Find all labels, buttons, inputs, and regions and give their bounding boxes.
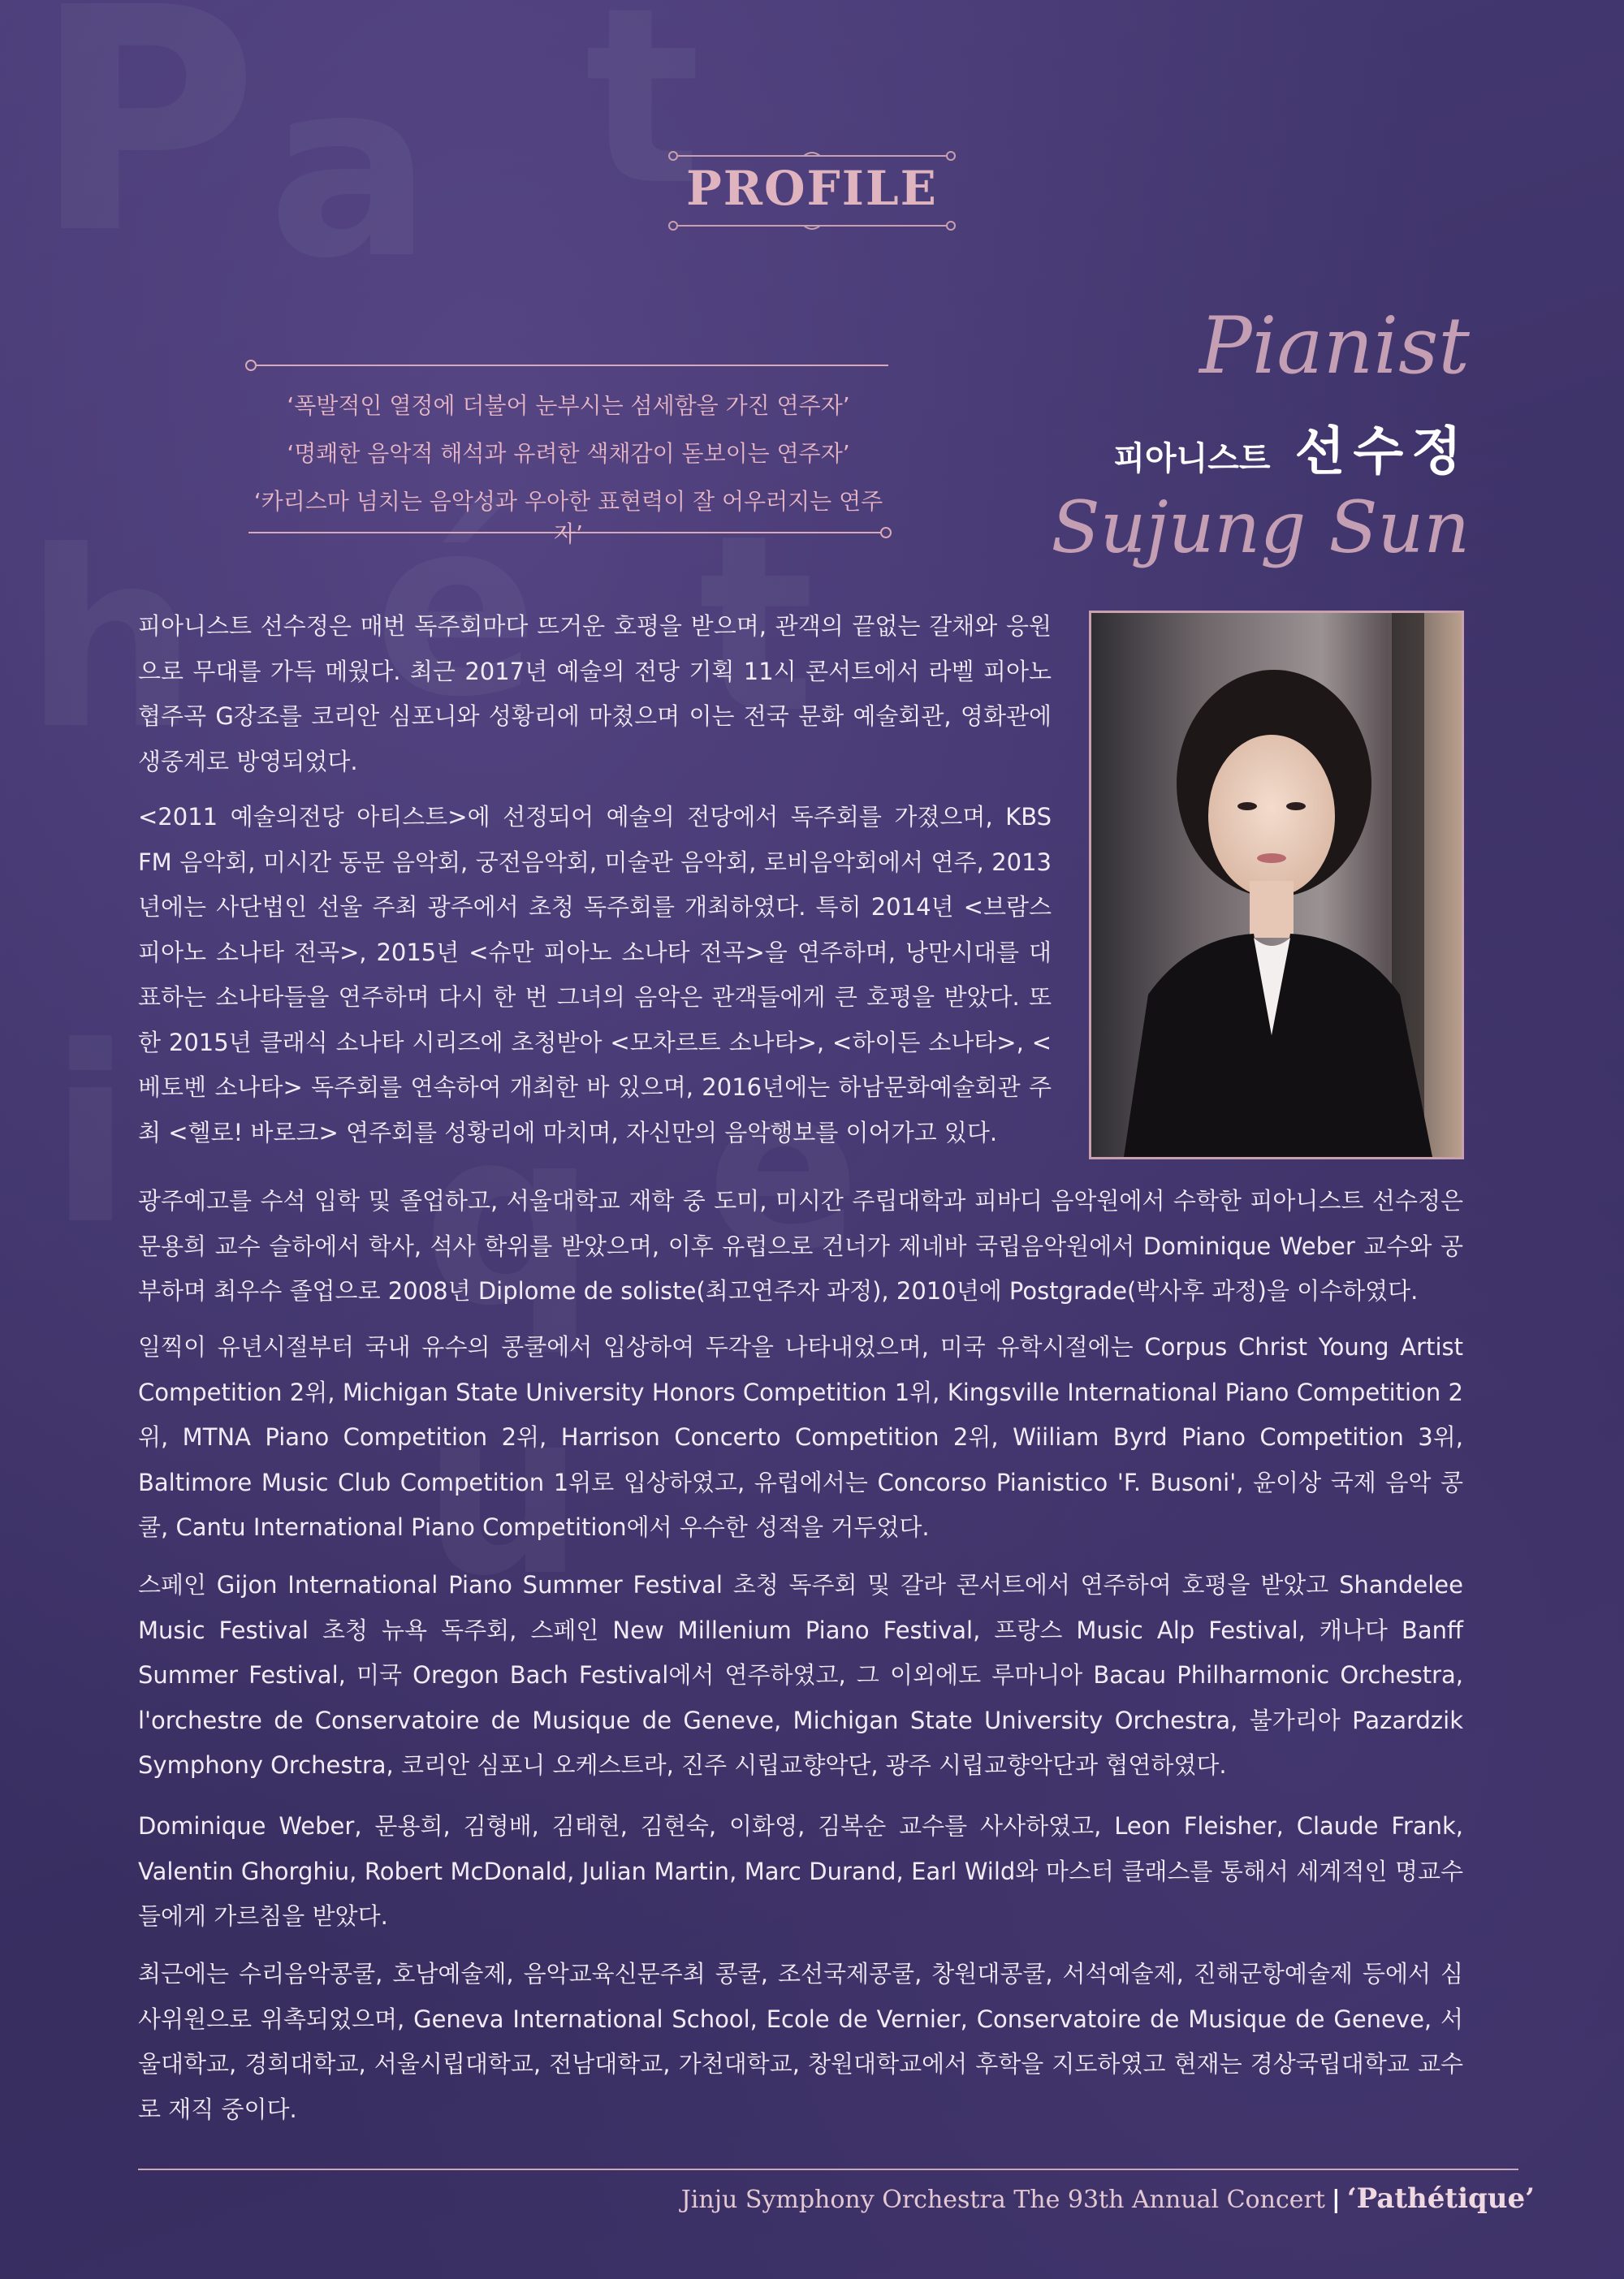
bg-letter-p xyxy=(32,0,259,276)
bio-paragraph-3: 광주예고를 수석 입학 및 졸업하고, 서울대학교 재학 중 도미, 미시간 주립대학과 피바디 음악원에서 수학한 피아니스트 선수정은 문용희 교수 슬하에서 학사, 석사 학위를 받았으며, 이후 유럽으로 건너가 제네바 국립음악원에서 Dominique Weber 교수와 공부하며 최우수 졸업으로 2008년 Diplome de soliste(최고연주자 과정), 2010년에 Postgrade(박사후 과정)을 이수하였다. xyxy=(138,1187,1463,1305)
quote-block xyxy=(244,349,893,547)
quote-3: ‘카리스마 넘치는 음악성과 우아한 표현력이 잘 어우러지는 연주자’ xyxy=(253,488,883,547)
bio-paragraph-2: <2011 예술의전당 아티스트>에 선정되어 예술의 전당에서 독주회를 가졌으며, KBS FM 음악회, 미시간 동문 음악회, 궁전음악회, 미술관 음악회, 로비음악회에서 연주, 2013년에는 사단법인 선울 주최 광주에서 초청 독주회를 개최하였다. 특히 2014년 <브람스 피아노 소나타 전곡>, 2015년 <슈만 피아노 소나타 전곡>을 연주하며, 낭만시대를 대표하는 소나타들을 연주하며 다시 한 번 그녀의 음악은 관객들에게 큰 호평을 받았다. 또한 2015년 클래식 소나타 시리즈에 초청받아 <모차르트 소나타>, <하이든 소나타>, <베토벤 소나타> 독주회를 연속하여 개최한 바 있으며, 2016년에는 하남문화예술회관 주최 <헬로! 바로크> 연주회를 성황리에 마치며, 자신만의 음악행보를 이어가고 있다. xyxy=(138,803,1052,1146)
name-english: Sujung Sun xyxy=(1051,486,1470,569)
bio-paragraph-1: 피아니스트 선수정은 매번 독주회마다 뜨거운 호평을 받으며, 관객의 끝없는 갈채와 응원으로 무대를 가득 메웠다. 최근 2017년 예술의 전당 기획 11시 콘서트에서 라벨 피아노 협주곡 G장조를 코리안 심포니와 성황리에 마쳤으며 이는 전국 문화 예술회관, 영화관에 생중계로 방영되었다. xyxy=(138,612,1052,775)
bio-paragraph-6: Dominique Weber, 문용희, 김형배, 김태현, 김현숙, 이화영, 김복순 교수를 사사하였고, Leon Fleisher, Claude Frank, Valentin Ghorghiu, Robert McDonald, Julian Martin, Marc Durand, Earl Wild와 마스터 클래스를 통해서 세계적인 명교수들에게 가르침을 받았다. xyxy=(138,1812,1463,1930)
bio-paragraph-4: 일찍이 유년시절부터 국내 유수의 콩쿨에서 입상하여 두각을 나타내었으며, 미국 유학시절에는 Corpus Christ Young Artist Competition 2위, Michigan State University Honors Competition 1위, Kingsville International Piano Competition 2위, MTNA Piano Competition 2위, Harrison Concerto Competition 2위, Wiiliam Byrd Piano Competition 3위, Baltimore Music Club Competition 1위로 입상하였고, 유럽에서는 Concorso Pianistico 'F. Busoni', 윤이상 국제 음악 콩쿨, Cantu International Piano Competition에서 우수한 성적을 거두었다. xyxy=(138,1333,1463,1541)
bg-letter-a xyxy=(268,49,432,292)
title-pianist: Pianist xyxy=(1199,300,1470,391)
bg-letter-i xyxy=(49,1015,132,1258)
footer-concert-title: ‘Pathétique’ xyxy=(1346,2182,1535,2215)
footer-separator: | xyxy=(1331,2186,1341,2214)
bio-paragraph-7: 최근에는 수리음악콩쿨, 호남예술제, 음악교육신문주최 콩쿨, 조선국제콩쿨, 창원대콩쿨, 서석예술제, 진해군항예술제 등에서 심사위원으로 위촉되었으며, Geneva International School, Ecole de Vernier, Conservatoire de Musique de Geneve, 서울대학교, 경희대학교, 서울시립대학교, 전남대학교, 가천대학교, 창원대학교에서 후학을 지도하였고 현재는 경상국립대학교 교수로 재직 중이다. xyxy=(138,1960,1463,2123)
footer-divider xyxy=(138,2169,1518,2170)
bio-paragraph-5: 스페인 Gijon International Piano Summer Festival 초청 독주회 및 갈라 콘서트에서 연주하여 호평을 받았고 Shandelee Music Festival 초청 뉴욕 독주회, 스페인 New Millenium Piano Festival, 프랑스 Music Alp Festival, 캐나다 Banff Summer Festival, 미국 Oregon Bach Festival에서 연주하였고, 그 이외에도 루마니아 Bacau Philharmonic Orchestra, l'orchestre de Conservatoire de Musique de Geneve, Michigan State University Orchestra, 불가리아 Pazardzik Symphony Orchestra, 코리안 심포니 오케스트라, 진주 시립교향악단, 광주 시립교향악단과 협연하였다. xyxy=(138,1571,1463,1779)
profile-heading xyxy=(662,146,962,235)
role-korean: 피아니스트 xyxy=(1113,440,1271,477)
portrait-image xyxy=(1091,613,1462,1157)
korean-name xyxy=(1113,410,1470,482)
footer-text: Jinju Symphony Orchestra The 93th Annual Concert xyxy=(680,2186,1325,2214)
quote-1: ‘폭발적인 열정에 더불어 눈부시는 섬세함을 가진 연주자’ xyxy=(287,392,850,419)
name-korean: 선수정 xyxy=(1294,422,1470,482)
quote-2: ‘명쾌한 음악적 해석과 유려한 색채감이 돋보이는 연주자’ xyxy=(287,440,850,467)
portrait-photo xyxy=(1089,611,1464,1159)
footer xyxy=(681,2182,1535,2215)
page-title: PROFILE xyxy=(686,161,938,216)
